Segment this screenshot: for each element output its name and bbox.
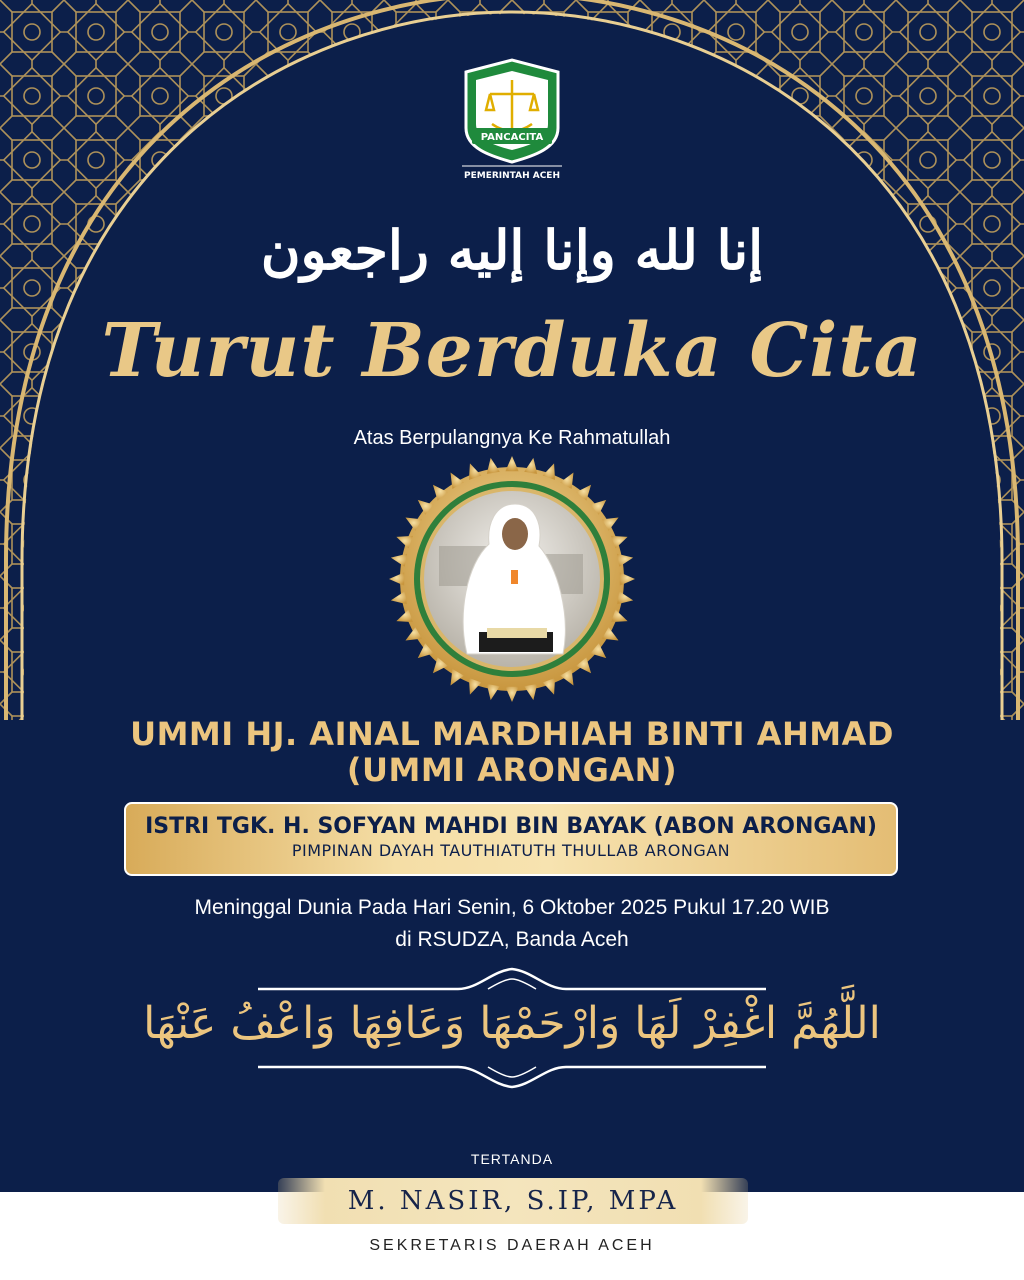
medallion-spike	[505, 456, 518, 471]
deceased-full-name: UMMI HJ. AINAL MARDHIAH BINTI AHMAD	[130, 715, 894, 753]
death-place-line: di RSUDZA, Banda Aceh	[395, 928, 629, 951]
medallion-spike	[617, 554, 633, 567]
relation-line-2: PIMPINAN DAYAH TAUTHIATUTH THULLAB ARONGAN	[291, 841, 731, 860]
death-date-line: Meninggal Dunia Pada Hari Senin, 6 Oktober 2025 Pukul 17.20 WIB	[194, 896, 830, 919]
medallion-spike	[391, 591, 407, 604]
arabic-heading: إنا لله وإنا إليه راجعون	[260, 218, 764, 282]
subtitle: Atas Berpulangnya Ke Rahmatullah	[353, 427, 671, 449]
medallion-spike	[524, 458, 537, 474]
pancacita-logo	[462, 58, 562, 182]
medallion-spike	[617, 591, 633, 604]
signer-name: M. NASIR, S.IP, MPA	[278, 1178, 748, 1224]
signer-position: SEKRETARIS DAERAH ACEH	[369, 1237, 655, 1254]
logo-caption: PEMERINTAH ACEH	[464, 171, 560, 181]
medallion-spike	[391, 554, 407, 567]
relation-line-1: ISTRI TGK. H. SOFYAN MAHDI BIN BAYAK (ABON ARONGAN)	[145, 814, 877, 839]
page-title: Turut Berduka Cita	[101, 308, 923, 394]
deceased-alias: (UMMI ARONGAN)	[346, 751, 678, 789]
medallion-spike	[620, 572, 635, 585]
relation-box	[124, 802, 898, 876]
prayer-arabic: اللَّهُمَّ اغْفِرْ لَهَا وَارْحَمْهَا وَعَافِهَا وَاعْفُ عَنْهَا	[143, 998, 881, 1049]
deceased-name	[0, 716, 1024, 788]
logo-banner: PANCACITA	[480, 132, 544, 143]
photo-medallion	[387, 454, 637, 704]
medallion-spike	[505, 687, 518, 702]
medallion-spike	[524, 684, 537, 700]
signature-label: TERTANDA	[470, 1151, 554, 1167]
medallion-spike	[487, 684, 500, 700]
medallion-spike	[487, 458, 500, 474]
death-details	[0, 892, 1024, 956]
medallion-spike	[389, 572, 404, 585]
